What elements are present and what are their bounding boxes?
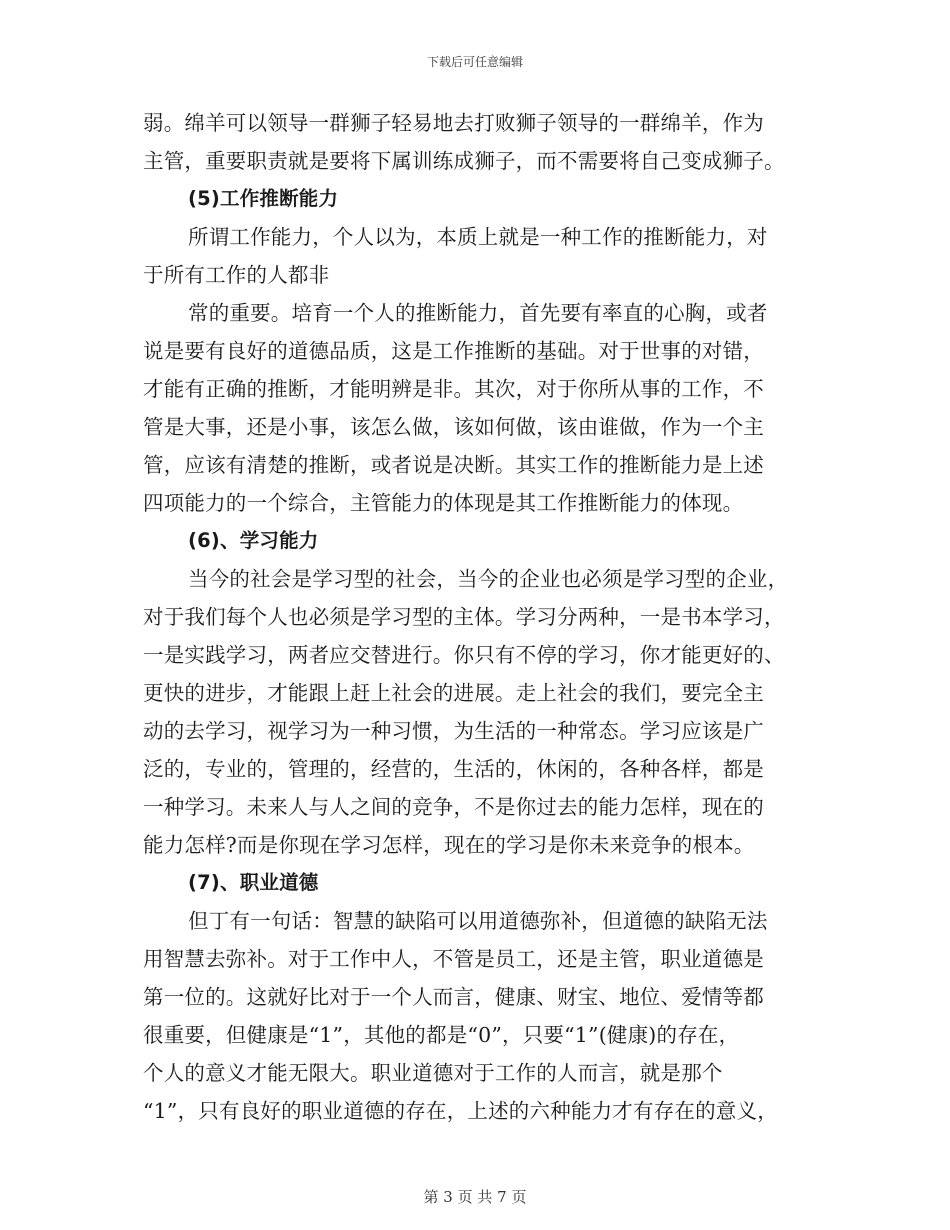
text-line: 弱。绵羊可以领导一群狮子轻易地去打败狮子领导的一群绵羊，作为 — [143, 111, 764, 135]
section-heading: (7)、职业道德 — [188, 871, 319, 894]
section-heading: (6)、学习能力 — [188, 529, 319, 552]
text-line: “1”，只有良好的职业道德的存在，上述的六种能力才有存在的意义， — [143, 1099, 778, 1123]
text-line: 主管，重要职责就是要将下属训练成狮子，而不需要将自己变成狮子。 — [143, 149, 785, 173]
text-line: 个人的意义才能无限大。职业道德对于工作的人而言，就是那个 — [143, 1061, 723, 1085]
text-line: 能力怎样?而是你现在学习怎样，现在的学习是你未来竞争的根本。 — [143, 833, 755, 857]
page-footer: 第 3 页 共 7 页 — [423, 1188, 527, 1206]
text-line: 常的重要。培育一个人的推断能力，首先要有率直的心胸，或者 — [188, 301, 768, 325]
text-line: 于所有工作的人都非 — [143, 263, 330, 287]
text-line: 很重要，但健康是“1”，其他的都是“0”，只要“1”(健康)的存在， — [143, 1023, 740, 1047]
document-body — [143, 104, 823, 1130]
page-header: 下载后可任意编辑 — [426, 55, 523, 69]
text-line: 但丁有一句话：智慧的缺陷可以用道德弥补，但道德的缺陷无法 — [188, 909, 768, 933]
text-line: 泛的，专业的，管理的，经营的，生活的，休闲的，各种各样，都是 — [143, 757, 764, 781]
text-line: 一种学习。未来人与人之间的竞争，不是你过去的能力怎样，现在的 — [143, 795, 764, 819]
text-line: 才能有正确的推断，才能明辨是非。其次，对于你所从事的工作，不 — [143, 377, 764, 401]
text-line: 一是实践学习，两者应交替进行。你只有不停的学习，你才能更好的、 — [143, 643, 785, 667]
text-line: 更快的进步，才能跟上赶上社会的进展。走上社会的我们，要完全主 — [143, 681, 764, 705]
text-line: 管，应该有清楚的推断，或者说是决断。其实工作的推断能力是上述 — [143, 453, 764, 477]
text-line: 用智慧去弥补。对于工作中人，不管是员工，还是主管，职业道德是 — [143, 947, 764, 971]
text-line: 第一位的。这就好比对于一个人而言，健康、财宝、地位、爱情等都 — [143, 985, 764, 1009]
text-line: 所谓工作能力，个人以为，本质上就是一种工作的推断能力，对 — [188, 225, 768, 249]
text-line: 当今的社会是学习型的社会，当今的企业也必须是学习型的企业， — [188, 567, 789, 591]
text-line: 动的去学习，视学习为一种习惯，为生活的一种常态。学习应该是广 — [143, 719, 764, 743]
section-heading: (5)工作推断能力 — [188, 187, 339, 210]
text-line: 对于我们每个人也必须是学习型的主体。学习分两种，一是书本学习， — [143, 605, 785, 629]
text-line: 管是大事，还是小事，该怎么做，该如何做，该由谁做，作为一个主 — [143, 415, 764, 439]
text-line: 说是要有良好的道德品质，这是工作推断的基础。对于世事的对错， — [143, 339, 764, 363]
text-line: 四项能力的一个综合，主管能力的体现是其工作推断能力的体现。 — [143, 491, 744, 515]
